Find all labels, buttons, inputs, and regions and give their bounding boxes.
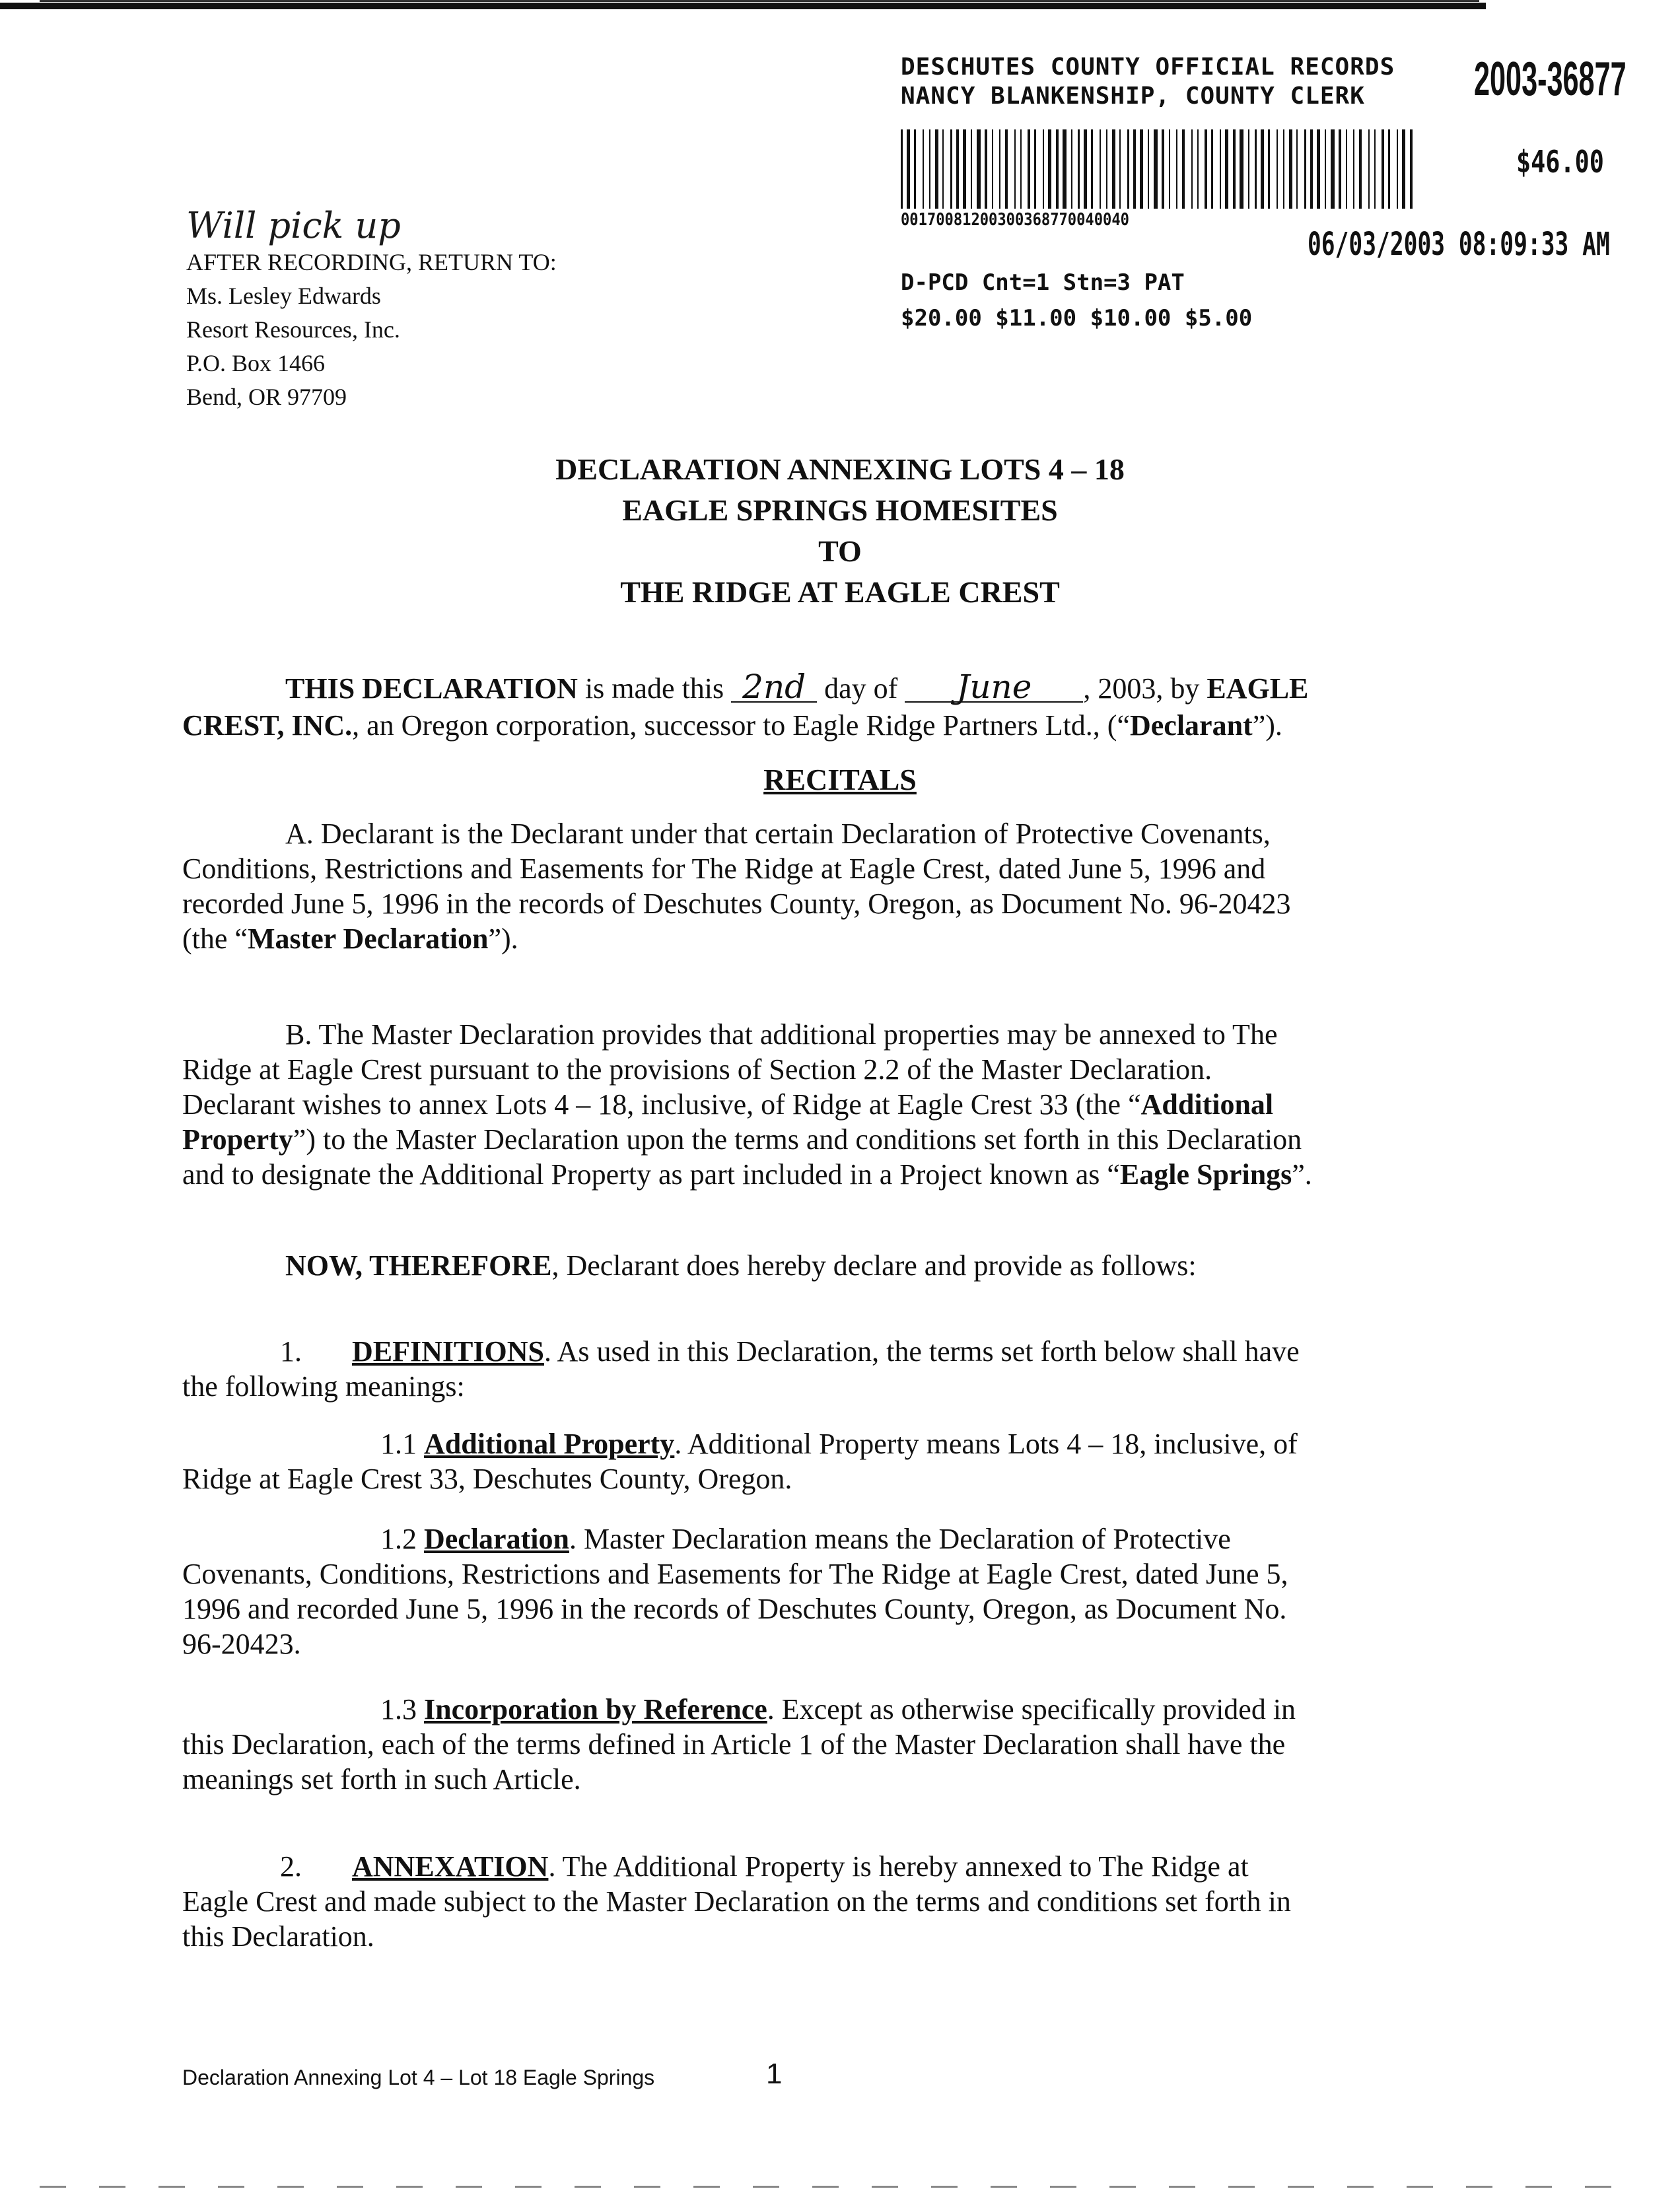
section-1-line2: the following meanings: [182,1370,465,1403]
section-1-3-line2: this Declaration, each of the terms defined in Article 1 of the Master Declaration shall have the [182,1728,1286,1760]
intro-line1 [285,668,1566,706]
barcode-bar [1304,129,1306,209]
day-field: 2nd [731,672,817,703]
section-1-2-line4: 96-20423. [182,1628,301,1660]
barcode-bar [1277,129,1278,209]
barcode-bar [1106,129,1107,209]
barcode-bar [901,129,903,209]
section-1-2-line2: Covenants, Conditions, Restrictions and Easements for The Ridge at Eagle Crest, dated June 5, [182,1558,1288,1590]
barcode-bar [963,129,966,209]
return-name: Ms. Lesley Edwards [186,283,381,309]
recording-document-number: 2003-36877 [1474,53,1627,106]
recital-a-line2: Conditions, Restrictions and Easements for The Ridge at Eagle Crest, dated June 5, 1996 and [182,853,1266,885]
barcode-bar [1005,129,1008,209]
document-title [0,449,1680,613]
intro-lead: THIS DECLARATION [285,672,578,705]
recording-codes: D-PCD Cnt=1 Stn=3 PAT [901,269,1185,296]
intro-declarant-name-2: CREST, INC. [182,709,353,742]
barcode-bar [1091,129,1093,209]
footer-page-number: 1 [766,2058,783,2090]
barcode-bar [1359,129,1362,209]
additional-term: Additional [1140,1088,1274,1121]
scan-top-border [0,3,1486,9]
intro-rest: , an Oregon corporation, successor to Eagle Ridge Partners Ltd., (“ [352,709,1130,742]
barcode-bar [1353,129,1354,209]
section-1-1-line1 [380,1426,1662,1461]
section-1-2-heading: Declaration [424,1523,569,1555]
section-1-1-rest: . Additional Property means Lots 4 – 18, inclusive, of [674,1428,1298,1460]
barcode-bar [1205,129,1207,209]
barcode-bar [1248,129,1249,209]
eagle-springs-term: Eagle Springs [1119,1158,1292,1191]
recital-b-line5-pre: and to designate the Additional Property as part included in a Project known as “ [182,1158,1120,1191]
recording-datetime: 06/03/2003 08:09:33 AM [1308,226,1610,263]
intro-declarant-name-1: EAGLE [1207,672,1309,705]
recitals-heading: RECITALS [763,763,917,796]
barcode-bar [1268,129,1270,209]
barcode-bar [992,129,993,209]
barcode-bar [956,129,959,209]
barcode-bar [999,129,1000,209]
barcode-bar [1225,129,1228,209]
barcode-bar [950,129,952,209]
recital-b-line5 [182,1157,1463,1192]
section-1-2-line1 [380,1521,1662,1556]
recital-a-pre: (the “ [182,923,248,955]
section-1-rest: . As used in this Declaration, the terms set forth below shall have [543,1335,1300,1368]
barcode-bar [1176,129,1177,209]
barcode-bar [1255,129,1257,209]
barcode-bar [1119,129,1121,209]
barcode-bar [1112,129,1115,209]
barcode-bar [1182,129,1185,209]
barcode-bar [977,129,981,209]
barcode-bar [1056,129,1059,209]
barcode-bar [1310,129,1313,209]
section-2-number: 2. [280,1850,302,1883]
barcode-bar [1162,129,1164,209]
recital-b-line3 [182,1087,1463,1122]
barcode-bar [1133,129,1136,209]
barcode-bar [1374,129,1376,209]
barcode-bar [1191,129,1193,209]
section-1-2-line3: 1996 and recorded June 5, 1996 in the records of Deschutes County, Oregon, as Document No. [182,1593,1287,1625]
recital-b-line2: Ridge at Eagle Crest pursuant to the provisions of Section 2.2 of the Master Declaration. [182,1053,1212,1086]
property-term: Property [182,1123,293,1156]
barcode-bar [1410,129,1413,209]
barcode-bar [1140,129,1143,209]
section-1-3-line3: meanings set forth in such Article. [182,1763,581,1795]
barcode-bar [1397,129,1398,209]
recital-b-line4-post: ”) to the Master Declaration upon the terms and conditions set forth in this Declaration [293,1123,1302,1156]
section-1-3-heading: Incorporation by Reference [424,1693,767,1725]
return-label: AFTER RECORDING, RETURN TO: [186,249,557,275]
section-1-heading: DEFINITIONS [352,1335,544,1368]
barcode-bar [1325,129,1326,209]
section-1-3-rest: . Except as otherwise specifically provided in [767,1693,1296,1725]
recital-b-line5-post: ”. [1292,1158,1312,1191]
barcode-digits: 00170081200300368770040040 [901,210,1129,230]
barcode-bar [1382,129,1384,209]
recital-a-line1: A. Declarant is the Declarant under that certain Declaration of Protective Covenants, [285,818,1271,850]
barcode-bar [1020,129,1022,209]
now-therefore-rest: , Declarant does hereby declare and provide as follows: [551,1249,1197,1282]
recording-fees: $20.00 $11.00 $10.00 $5.00 [901,305,1253,331]
section-1-3-number: 1.3 [380,1693,424,1725]
barcode-bar [1034,129,1036,209]
barcode-bar [1169,129,1170,209]
barcode-bar [1211,129,1213,209]
barcode-bar [1100,129,1101,209]
barcode-bar [1346,129,1347,209]
section-1-2-number: 1.2 [380,1523,424,1555]
barcode-bar [1043,129,1044,209]
barcode-bar [1127,129,1129,209]
barcode-bar [935,129,938,209]
barcode-bar [985,129,987,209]
recital-a-post: ”). [488,923,518,955]
section-2-line3: this Declaration. [182,1920,374,1953]
recording-total-fee: $46.00 [1516,144,1604,180]
barcode-bar [929,129,930,209]
section-2-line2: Eagle Crest and made subject to the Master Declaration on the terms and conditions set forth in [182,1885,1291,1918]
barcode-bar [1233,129,1236,209]
section-1-line1 [280,1334,1561,1369]
recording-office [901,53,1395,111]
recording-office-line2: NANCY BLANKENSHIP, COUNTY CLERK [901,83,1365,110]
master-declaration-term: Master Declaration [247,923,489,955]
barcode-bar [1289,129,1292,209]
intro-year: , 2003, by [1083,672,1207,705]
intro-day-of: day of [817,672,905,705]
return-city: Bend, OR 97709 [186,384,347,410]
barcode-bar [942,129,944,209]
recital-a-line3: recorded June 5, 1996 in the records of Deschutes County, Oregon, as Document No. 96-20423 [182,888,1291,920]
recital-a-line4 [182,921,1463,956]
barcode-bar [1283,129,1284,209]
intro-declarant-term: Declarant [1129,709,1253,742]
title-line3: TO [818,534,862,568]
barcode-bar [1402,129,1405,209]
section-1-3-line1 [380,1692,1662,1727]
intro-close: ”). [1252,709,1282,742]
barcode-bar [1028,129,1030,209]
recital-b-pre: Declarant wishes to annex Lots 4 – 18, inclusive, of Ridge at Eagle Crest 33 (the “ [182,1088,1141,1121]
barcode-bar [923,129,924,209]
barcode-bar [1317,129,1320,209]
return-box: P.O. Box 1466 [186,350,326,376]
section-1-1-heading: Additional Property [424,1428,675,1460]
section-1-2-rest: . Master Declaration means the Declaration of Protective [569,1523,1231,1555]
recital-b-line1: B. The Master Declaration provides that additional properties may be annexed to The [285,1018,1278,1051]
section-1-1-number: 1.1 [380,1428,424,1460]
barcode-bar [1078,129,1080,209]
barcode-bar [1240,129,1243,209]
section-1-1-line2: Ridge at Eagle Crest 33, Deschutes County, Oregon. [182,1463,792,1495]
barcode-bar [907,129,910,209]
handwritten-note: Will pick up [186,205,401,246]
scan-bottom-artifacts [40,2186,1625,2188]
barcode-bar [1154,129,1158,209]
section-2-rest: . The Additional Property is hereby annexed to The Ridge at [548,1850,1249,1883]
scan-edge-line [40,0,1479,2]
barcode-bar [1063,129,1067,209]
barcode-bar [1368,129,1370,209]
barcode-bar [1148,129,1149,209]
barcode-bar [1331,129,1335,209]
return-company: Resort Resources, Inc. [186,316,400,343]
title-line1: DECLARATION ANNEXING LOTS 4 – 18 [555,452,1125,486]
barcode-bar [1048,129,1051,209]
barcode-bar [971,129,972,209]
section-1-number: 1. [280,1335,302,1368]
barcode-bar [1197,129,1199,209]
section-2-line1 [280,1849,1561,1884]
barcode-bar [1261,129,1264,209]
intro-line2 [182,708,1463,743]
barcode-bar [1388,129,1390,209]
footer-document-title: Declaration Annexing Lot 4 – Lot 18 Eagle Springs [182,2066,655,2089]
recital-b-line4 [182,1122,1463,1157]
month-field: June [905,672,1083,703]
recording-office-line1: DESCHUTES COUNTY OFFICIAL RECORDS [901,53,1395,81]
barcode-bar [1339,129,1341,209]
title-line2: EAGLE SPRINGS HOMESITES [622,493,1058,527]
barcode-bar [1220,129,1221,209]
now-therefore-lead: NOW, THEREFORE [285,1249,552,1282]
barcode-bar [914,129,916,209]
barcode-bar [1014,129,1016,209]
return-address [186,246,557,414]
barcode-bar [1296,129,1298,209]
recording-barcode [901,129,1416,209]
barcode-bar [1071,129,1072,209]
title-line4: THE RIDGE AT EAGLE CREST [620,575,1060,609]
barcode-bar [1084,129,1087,209]
section-2-heading: ANNEXATION [352,1850,549,1883]
now-therefore [285,1248,1566,1283]
intro-made-this: is made this [577,672,732,705]
